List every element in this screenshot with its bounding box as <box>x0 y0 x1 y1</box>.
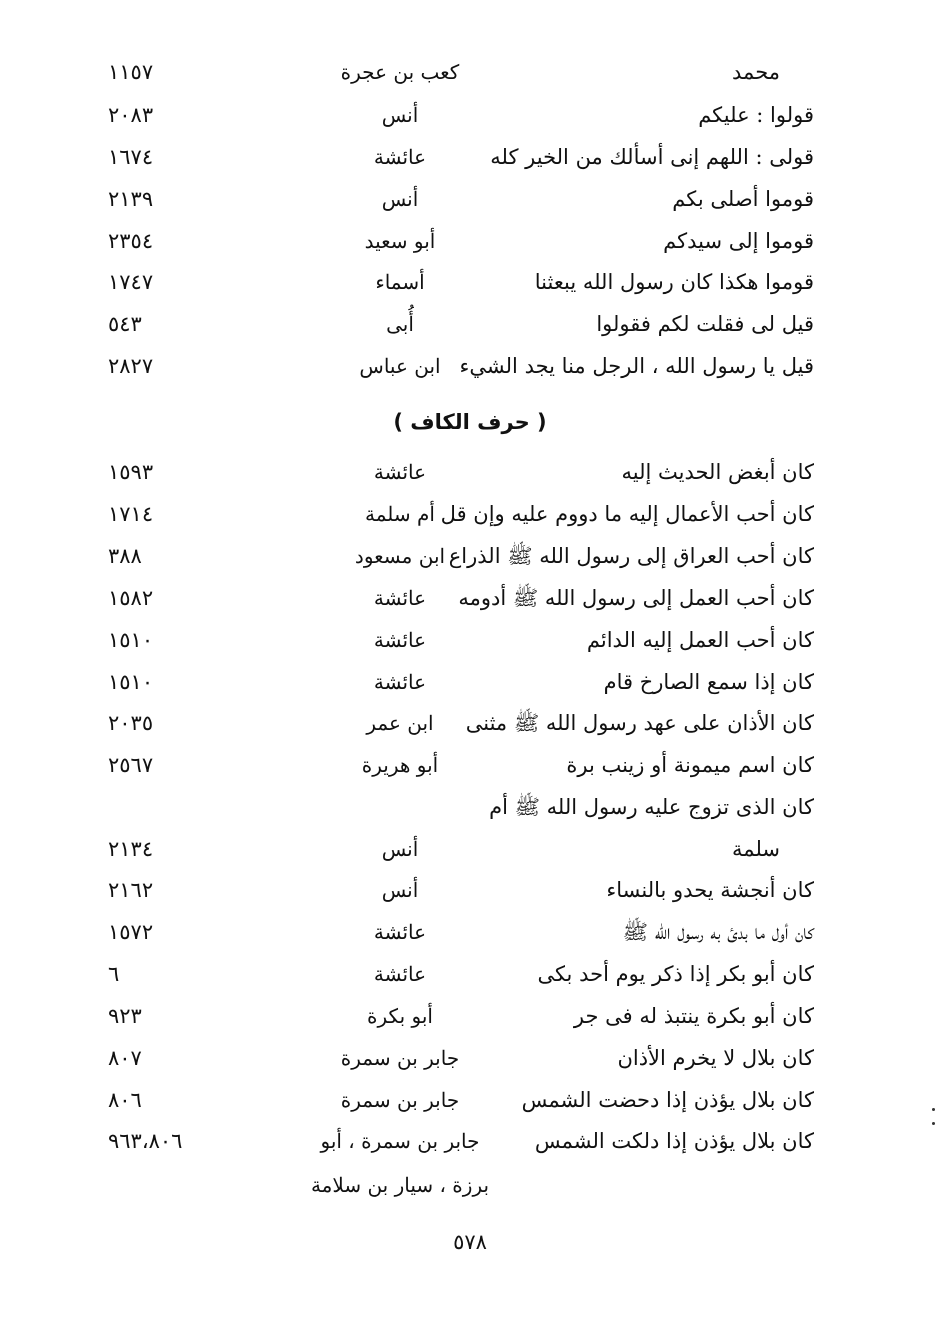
index-entry <box>0 870 940 910</box>
margin-mark <box>932 1122 935 1125</box>
narrator: أبو هريرة <box>361 753 439 777</box>
hadith-text: قيل لى فقلت لكم فقولوا <box>596 312 814 336</box>
hadith-number: ١٥١٠ <box>108 670 154 694</box>
index-entry <box>0 536 940 576</box>
section-heading: ( حرف الكاف ) <box>393 410 547 434</box>
hadith-text: كان أنجشة يحدو بالنساء <box>606 878 814 902</box>
index-entry <box>0 996 940 1036</box>
narrator: عائشة <box>373 962 427 986</box>
narrator: ابن عمر <box>366 711 434 735</box>
hadith-text: كان اسم ميمونة أو زينب برة <box>566 753 814 777</box>
index-entry-continuation <box>0 829 940 869</box>
hadith-text: كان أحب العمل إليه الدائم <box>586 628 814 652</box>
index-entry <box>0 304 940 344</box>
hadith-number: ٢٣٥٤ <box>108 229 154 253</box>
narrator: جابر بن سمرة <box>340 1088 460 1112</box>
narrator: أبو سعيد <box>364 229 436 253</box>
index-entry <box>0 137 940 177</box>
index-entry <box>0 262 940 302</box>
narrator: برزة ، سيار بن سلامة <box>310 1173 490 1197</box>
index-entry <box>0 95 940 135</box>
hadith-text: كان أبو بكرة ينتبذ له فى جر <box>573 1004 814 1028</box>
narrator: أنس <box>381 187 419 211</box>
index-entry <box>0 578 940 618</box>
hadith-text: قوموا هكذا كان رسول الله يبعثنا <box>534 270 814 294</box>
hadith-number: ٢١٣٤ <box>108 837 154 861</box>
hadith-number: ٢٨٢٧ <box>108 354 154 378</box>
hadith-text: كان الذى تزوج عليه رسول الله ﷺ أم <box>489 795 814 819</box>
hadith-text: كان الأذان على عهد رسول الله ﷺ مثنى <box>465 711 814 735</box>
hadith-text: قولوا : عليكم <box>698 103 814 127</box>
index-entry <box>0 912 940 952</box>
index-entry <box>0 662 940 702</box>
hadith-number: ١٧١٤ <box>108 502 154 526</box>
hadith-number: ٢١٣٩ <box>108 187 154 211</box>
index-entry <box>0 954 940 994</box>
hadith-text: كان أول ما بدئ به رسول الله ﷺ <box>622 920 814 944</box>
hadith-text: كان أبو بكر إذا ذكر يوم أحد بكى <box>537 962 814 986</box>
hadith-text: كان أحب العراق إلى رسول الله ﷺ الذراع <box>448 544 814 568</box>
narrator: جابر بن سمرة <box>340 1046 460 1070</box>
narrator: أنس <box>381 878 419 902</box>
hadith-text: قوموا أصلى بكم <box>672 187 814 211</box>
hadith-number: ٥٤٣ <box>108 312 142 336</box>
index-entry <box>0 179 940 219</box>
narrator: عائشة <box>373 920 427 944</box>
narrator: أُبى <box>386 312 414 336</box>
hadith-text: قوموا إلى سيدكم <box>663 229 814 253</box>
hadith-number: ١٥٨٢ <box>108 586 154 610</box>
hadith-text: كان إذا سمع الصارخ قام <box>603 670 814 694</box>
hadith-text: سلمة <box>732 837 780 861</box>
hadith-number: ٢٠٣٥ <box>108 711 154 735</box>
index-entry <box>0 494 940 534</box>
narrator: عائشة <box>373 628 427 652</box>
narrator: أم سلمة <box>365 502 435 526</box>
hadith-text: قولى : اللهم إنى أسألك من الخير كله <box>490 145 814 169</box>
index-entry <box>0 1080 940 1120</box>
index-entry <box>0 52 940 92</box>
hadith-number: ١٧٤٧ <box>108 270 154 294</box>
narrator: أنس <box>381 837 419 861</box>
narrator: عائشة <box>373 145 427 169</box>
narrator <box>280 787 520 827</box>
narrator: عائشة <box>373 670 427 694</box>
narrator: أبو بكرة <box>367 1004 433 1028</box>
index-entry-continuation <box>0 1165 940 1205</box>
hadith-text: كان بلال يؤذن إذا دحضت الشمس <box>521 1088 814 1112</box>
narrator: ابن عباس <box>359 354 441 378</box>
narrator: ابن مسعود <box>354 544 446 568</box>
hadith-number: ٢٥٦٧ <box>108 753 154 777</box>
hadith-text: كان أحب العمل إلى رسول الله ﷺ أدومه <box>458 586 814 610</box>
hadith-number: ١١٥٧ <box>108 60 154 84</box>
hadith-number: ٢٠٨٣ <box>108 103 154 127</box>
hadith-text: كان أبغض الحديث إليه <box>621 460 814 484</box>
index-entry <box>0 787 940 827</box>
hadith-text: كان بلال يؤذن إذا دلكت الشمس <box>534 1129 814 1153</box>
hadith-number: ٢١٦٢ <box>108 878 154 902</box>
hadith-number: ١٥٧٢ <box>108 920 154 944</box>
hadith-number: ١٥٩٣ <box>108 460 154 484</box>
index-entry <box>0 745 940 785</box>
hadith-number: ٨٠٦ <box>108 1088 142 1112</box>
index-entry <box>0 1121 940 1161</box>
hadith-number: ١٦٧٤ <box>108 145 154 169</box>
hadith-text: كان بلال لا يخرم الأذان <box>617 1046 814 1070</box>
narrator: عائشة <box>373 586 427 610</box>
index-entry <box>0 452 940 492</box>
index-entry <box>0 620 940 660</box>
index-entry <box>0 1038 940 1078</box>
index-entry <box>0 703 940 743</box>
page-number: ٥٧٨ <box>453 1230 487 1254</box>
hadith-number: ١٥١٠ <box>108 628 154 652</box>
narrator: أنس <box>381 103 419 127</box>
index-entry <box>0 221 940 261</box>
narrator: كعب بن عجرة <box>340 60 460 84</box>
margin-mark <box>932 1108 935 1111</box>
hadith-text: محمد <box>732 60 780 84</box>
hadith-number: ٩٦٣،٨٠٦ <box>108 1129 183 1153</box>
narrator: جابر بن سمرة ، أبو <box>320 1129 480 1153</box>
hadith-number: ٦ <box>108 962 120 986</box>
hadith-text: كان أحب الأعمال إليه ما دووم عليه وإن قل <box>440 502 814 526</box>
hadith-number: ٨٠٧ <box>108 1046 142 1070</box>
hadith-text: قيل يا رسول الله ، الرجل منا يجد الشيء <box>459 354 814 378</box>
narrator: عائشة <box>373 460 427 484</box>
index-entry <box>0 346 940 386</box>
narrator: أسماء <box>375 270 425 294</box>
hadith-number: ٩٢٣ <box>108 1004 142 1028</box>
hadith-number: ٣٨٨ <box>108 544 142 568</box>
